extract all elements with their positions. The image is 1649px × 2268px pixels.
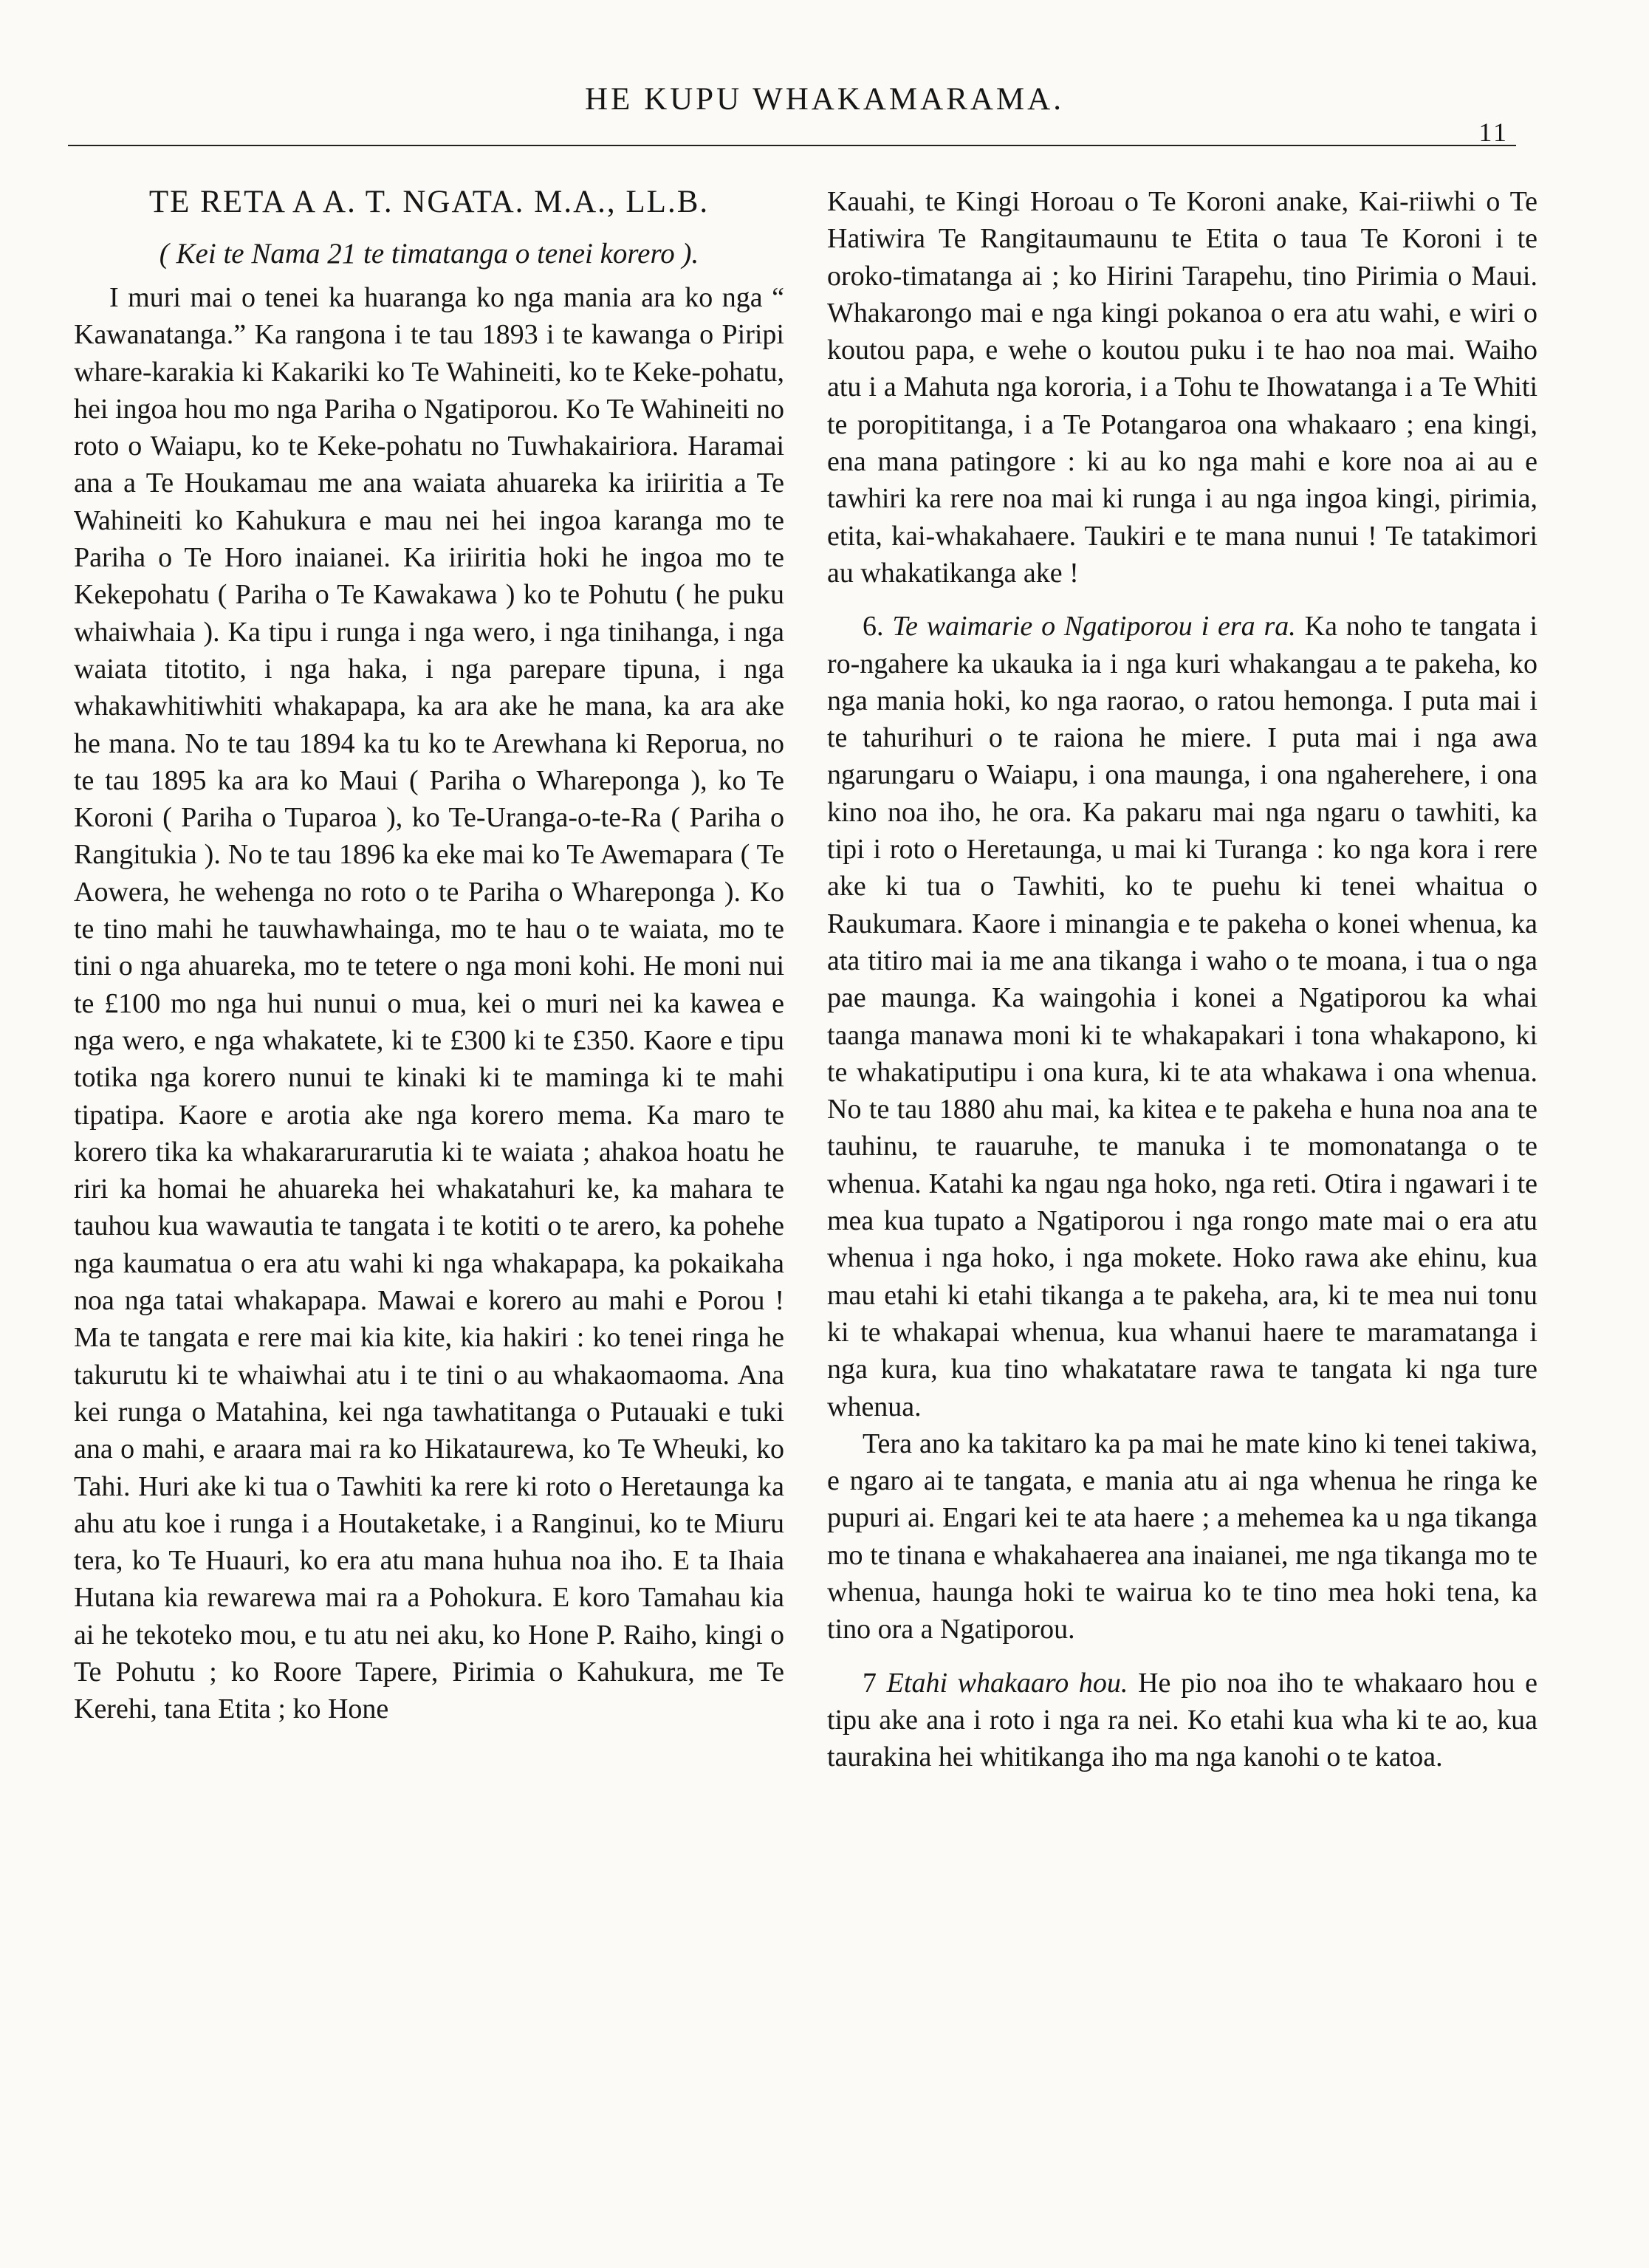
paragraph: Tera ano ka takitaro ka pa mai he mate kino ki tenei takiwa, e ngaro ai te tangata, e mania atu ai nga whenua he ringa ke pupuri ai. Engari kei te ata haere ; a mehemea ka u nga tikanga mo te tinana e whakahaerea ana inaianei, me nga tikanga mo te whenua, haunga hoki te wairua ko te tino mea hoki tena, ka tino ora a Ngatiporou. xyxy=(827,1428,1537,1645)
left-column xyxy=(74,183,784,2214)
paragraph: I muri mai o tenei ka huaranga ko nga mania ara ko nga “ Kawanatanga.” Ka rangona i te tau 1893 i te kawanga o Piripi whare-karakia ki Kakariki ko Te Wahineiti, ko te Keke-pohatu, hei ingoa hou mo nga Pariha o Ngatiporou. Ko Te Wahineiti no roto o Waiapu, ko te Keke-pohatu no Tuwhakairiora. Haramai ana a Te Houkamau me ana waiata ahuareka ka iriiritia a Te Wahineiti ko Kahukura e mau nei hei ingoa karanga mo te Pariha o Te Horo inaianei. Ka iriiritia hoki he ingoa mo te Kekepohatu ( Pariha o Te Kawakawa ) ko te Pohutu ( he puku whaiwhaia ). Ka tipu i runga i nga wero, i nga tinihanga, i nga waiata titotito, i nga haka, i nga parepare tipuna, i nga whakawhitiwhiti whakapapa, ka ara ake he mana, ka ara ake he mana. No te tau 1894 ka tu ko te Arewhana ki Reporua, no te tau 1895 ka ara ko Maui ( Pariha o Whareponga ), ko Te Koroni ( Pariha o Tuparoa ), ko Te-Uranga-o-te-Ra ( Pariha o Rangitukia ). No te tau 1896 ka eke mai ko Te Awemapara ( Te Aowera, he wehenga no roto o te Pariha o Whareponga ). Ko te tino mahi he tauwhawhainga, mo te hau o te waiata, mo te tini o nga ahuareka, mo te tetere o nga moni kohi. He moni nui te £100 mo nga hui nunui o mua, kei o muri nei ka kawea e nga wero, e nga whakatete, ki te £300 ki te £350. Kaore e tipu totika nga korero nunui te kinaki ki te maminga ki te mahi tipatipa. Kaore e arotia ake nga korero mema. Ka maro te korero tika ka whakararurarutia ki te waiata ; ahakoa hoatu he riri ka homai he ahuareka hei whakatahuri ke, ka mahara te tauhou kua wawautia te tangata i te kotiti o te arero, ka pohehe nga kaumatua o era atu wahi ki nga whakapapa, ka pokaikaha noa nga tatai whakapapa. Mawai e korero au mahi e Porou ! Ma te tangata e rere mai kia kite, kia hakiri : ko tenei ringa he takurutu ki te whaiwhai atu i te tini o au whakaomaoma. Ana kei runga o Matahina, kei nga tawhatitanga o Putauaki e tuki ana o mahi, e araara mai ra ko Hikataurewa, ko Te Wheuki, ko Tahi. Huri ake ki tua o Tawhiti ka rere ki roto o Heretaunga ka ahu atu koe i runga i a Houtaketake, i a Ranginui, ko te Miuru tera, ko Te Huauri, ko era atu mana huhua noa iho. E ta Ihaia Hutana kia rewarewa mai ra a Pohokura. E koro Tamahau kia ai he tekoteko mou, e tu atu nei aku, ko Hone P. Raiho, kingi o Te Pohutu ; ko Roore Tapere, Pirimia o Kahukura, me Te Kerehi, tana Etita ; ko Hone xyxy=(74,282,784,1725)
section-7-heading: Etahi whakaaro hou. xyxy=(886,1667,1128,1699)
section-7-text: He pio noa iho te whakaaro hou e tipu ake ana i roto i nga ra nei. Ko etahi kua wha ki te ao, kua taurakina hei whitikanga iho ma nga kanohi o te katoa. xyxy=(827,1667,1537,1773)
article-subtitle: ( Kei te Nama 21 te timatanga o tenei korero ). xyxy=(159,238,699,270)
article-title: TE RETA A A. T. NGATA. M.A., LL.B. xyxy=(148,185,710,219)
header-rule xyxy=(68,145,1516,146)
paragraph-continuation: Kauahi, te Kingi Horoau o Te Koroni anake, Kai-riiwhi o Te Hatiwira Te Rangitaumaunu te Etita o taua Te Koroni i te oroko-timatanga ai ; ko Hirini Tarapehu, tino Pirimia o Maui. Whakarongo mai e nga kingi pokanoa o era atu wahi, e wiri o koutou papa, e wehe o koutou puku i te hao noa mai. Waiho atu i a Mahuta nga kororia, i a Tohu te Ihowatanga i a Te Whiti te poropititanga, i a Te Potangaroa ona whakaaro ; ena kingi, ena mana patingore : ki au ko nga mahi e kore noa ai au e tawhiri ka rere noa mai ki runga i au nga ingoa kingi, pirimia, etita, kai-whakahaere. Taukiri e te mana nunui ! Te tatakimori au whakatikanga ake ! xyxy=(827,186,1537,589)
running-title: HE KUPU WHAKAMARAMA. xyxy=(585,82,1064,117)
page-number: 11 xyxy=(1478,117,1509,147)
section-6-paragraph xyxy=(827,608,1537,1425)
section-6-heading: Te waimarie o Ngatiporou i era ra. xyxy=(892,611,1296,643)
right-column xyxy=(827,183,1537,2214)
section-7-number: 7 xyxy=(863,1667,877,1699)
page-header xyxy=(0,74,1649,148)
section-7-paragraph xyxy=(827,1665,1537,1776)
section-6-text: Ka noho te tangata i ro-ngahere ka ukauka ia i nga kuri whakangau a te pakeha, ko nga mania hoki, ko nga raorao, o ratou hemonga. I puta mai i te tahurihuri o te raiona he miere. I puta mai i nga awa ngarungaru o Waiapu, i ona maunga, i ona ngaherehere, i ona kino noa iho, he ora. Ka pakaru mai nga ngaru o tawhiti, ka tipi i roto o Heretaunga, u mai ki Turanga : ko nga kora i rere ake ki tua o Tawhiti, ko te puehu ki tenei whaitua o Raukumara. Kaore i minangia e te pakeha o konei whenua, ka ata titiro mai ia me ana tikanga i waho o te moana, i tua o nga pae maunga. Ka waingohia i konei a Ngatiporou ka whai taanga manawa moni ki te whakapakari i tona whakapono, ki te whakatiputipu i ona kura, ki te ata whakawa i ona whenua. No te tau 1880 ahu mai, ka kitea e te pakeha e huna noa ana te tauhinu, te rauaruhe, te manuka i te momonatanga o te whenua. Katahi ka ngau nga hoko, nga reti. Otira i ngawari i te mea kua tupato a Ngatiporou i nga rongo mate mai o era atu whenua i nga hoko, i nga mokete. Hoko rawa ake ehinu, kua mau etahi ki etahi tikanga a te pakeha, ara, ki te mea nui tonu ki te whakapai whenua, kua whanui haere te maramatanga i nga kura, kua tino whakatatare rawa te tangata ki nga ture whenua. xyxy=(827,611,1537,1422)
section-6-number: 6. xyxy=(863,611,884,643)
